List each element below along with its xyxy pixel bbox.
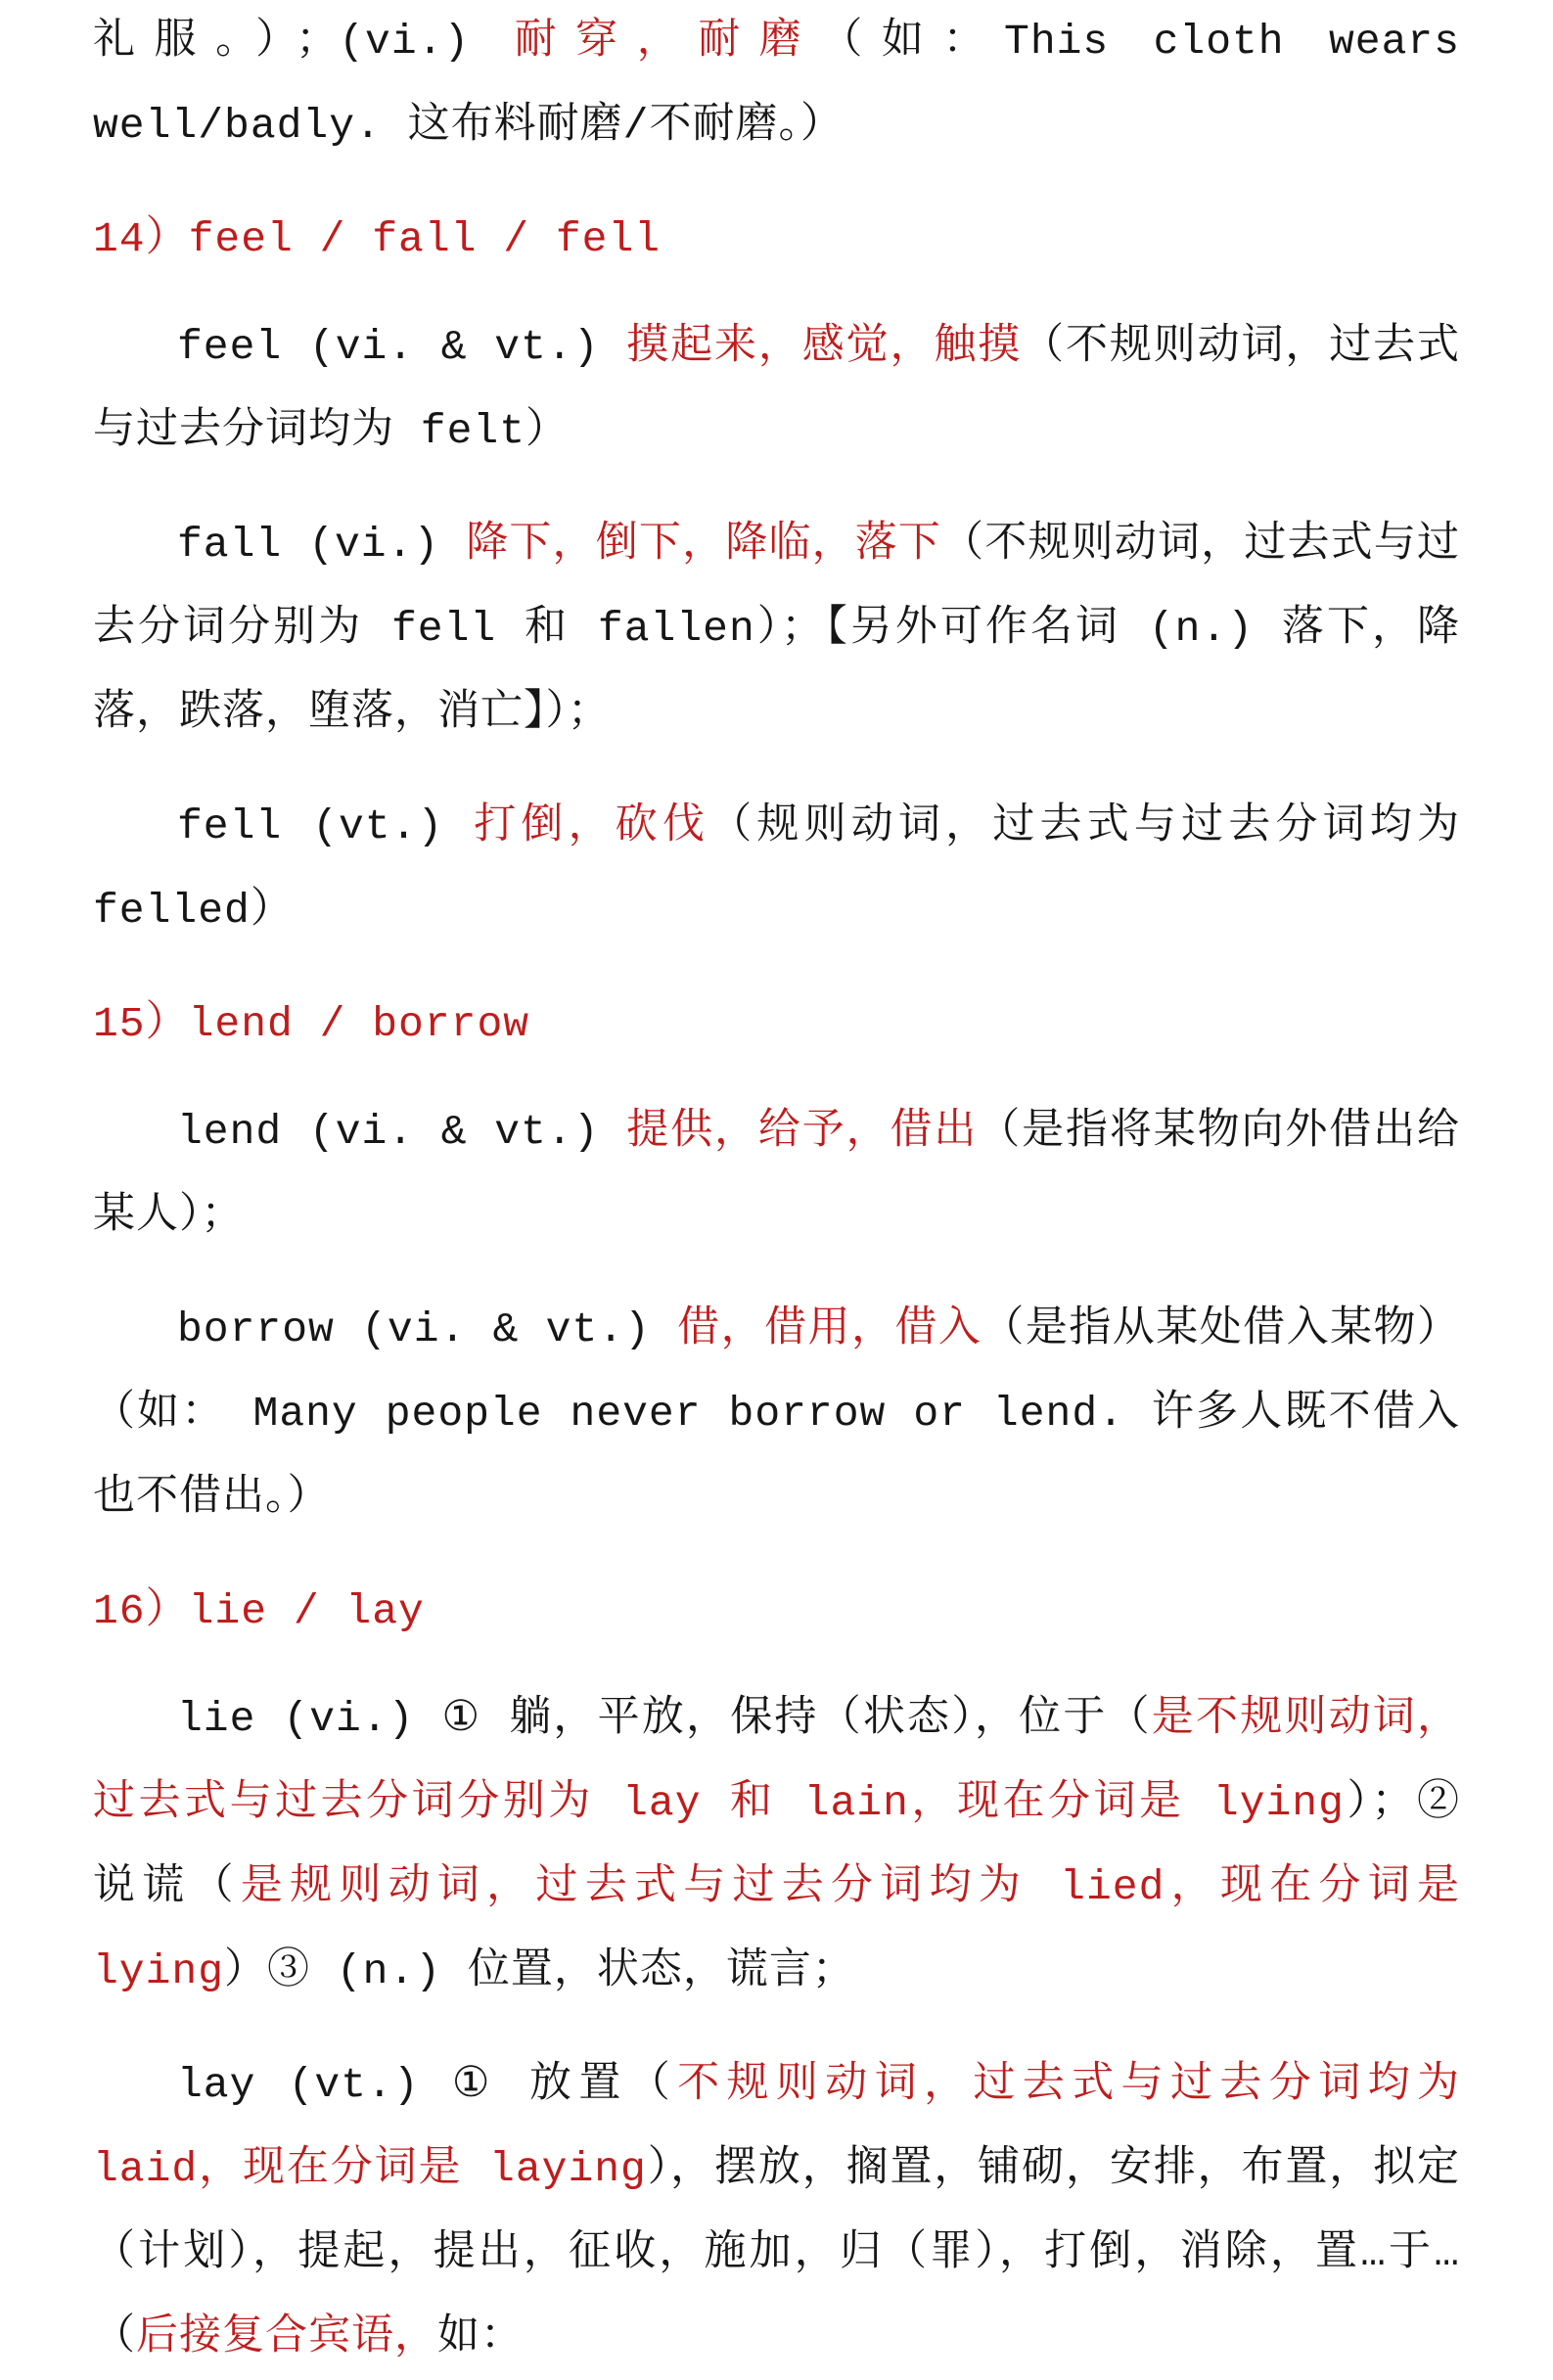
text-run: fall (vi.) [177,521,467,569]
paragraph [93,305,1460,474]
text-run: 不规则动词，过去式与过去分词均为 laid，现在分词是 laying [93,2061,1460,2193]
text-run: ），摆放，搁置，铺砌，安排，布置，拟定（计划），提起，提出，征收，施加，归（罪），打倒，消除，置…于…（ [93,2145,1460,2361]
text-run: （是指将某物向外借出给某人）； [93,1108,1461,1240]
text-run: borrow (vi. & vt.) [177,1305,678,1353]
text-run: 耐穿，耐磨 [514,18,821,66]
text-run: 礼服。）；(vi.) [93,18,515,66]
text-run: 借，借用，借入 [677,1305,982,1353]
text-run: 降下，倒下，降临，落下 [466,521,942,569]
text-run: 打倒，砍伐 [474,802,710,850]
paragraph [93,1288,1460,1540]
paragraph [93,0,1460,168]
text-run: （是指从某处借入某物）（如： Many people never borrow or lend. 许多人既不借入也不借出。） [93,1305,1461,1522]
text-run: feel (vi. & vt.) [177,323,627,371]
text-run: lend (vi. & vt.) [177,1108,627,1156]
paragraph [93,1090,1460,1259]
section-heading [93,983,1460,1067]
text-run: 摸起来，感觉，触摸 [626,323,1023,371]
text-run: （如：This cloth wears well/badly. 这布料耐磨/不耐磨。） [93,18,1460,150]
text-run: lay (vt.) ① 放置（ [177,2061,678,2109]
text-run: 是规则动词，过去式与过去分词均为 lied，现在分词是 lying [93,1863,1460,1995]
text-run: 14）feel / fall / fell [93,215,662,263]
paragraph [93,785,1460,953]
text-run: 如： [437,2313,524,2361]
text-run: fell (vt.) [177,802,475,850]
section-heading [93,1570,1460,1654]
text-run: 15）lend / borrow [93,1000,530,1048]
text-run: ）③ (n.) 位置，状态，谎言； [224,1947,855,1995]
text-run: 16）lie / lay [93,1587,425,1635]
text-run: ）；② 说谎（ [93,1779,1460,1911]
text-run: lie (vi.) ① 躺，平放，保持（状态），位于（ [177,1695,1152,1743]
text-run: 是不规则动词，过去式与过去分词分别为 lay 和 lain，现在分词是 lying [93,1695,1461,1827]
paragraph [93,1677,1460,2014]
text-run: 后接复合宾语， [136,2313,437,2361]
text-run: （不规则动词，过去式与过去分词均为 felt） [93,323,1461,455]
section-heading [93,198,1460,282]
text-run: （规则动词，过去式与过去分词均为 felled） [93,802,1461,935]
paragraph [93,2043,1460,2380]
text-run: 提供，给予，借出 [626,1108,979,1156]
text-run: （不规则动词，过去式与过去分词分别为 fell 和 fallen）；【另外可作名词 (n.) 落下，降落，跌落，堕落，消亡】）； [93,521,1461,737]
paragraph [93,503,1460,755]
